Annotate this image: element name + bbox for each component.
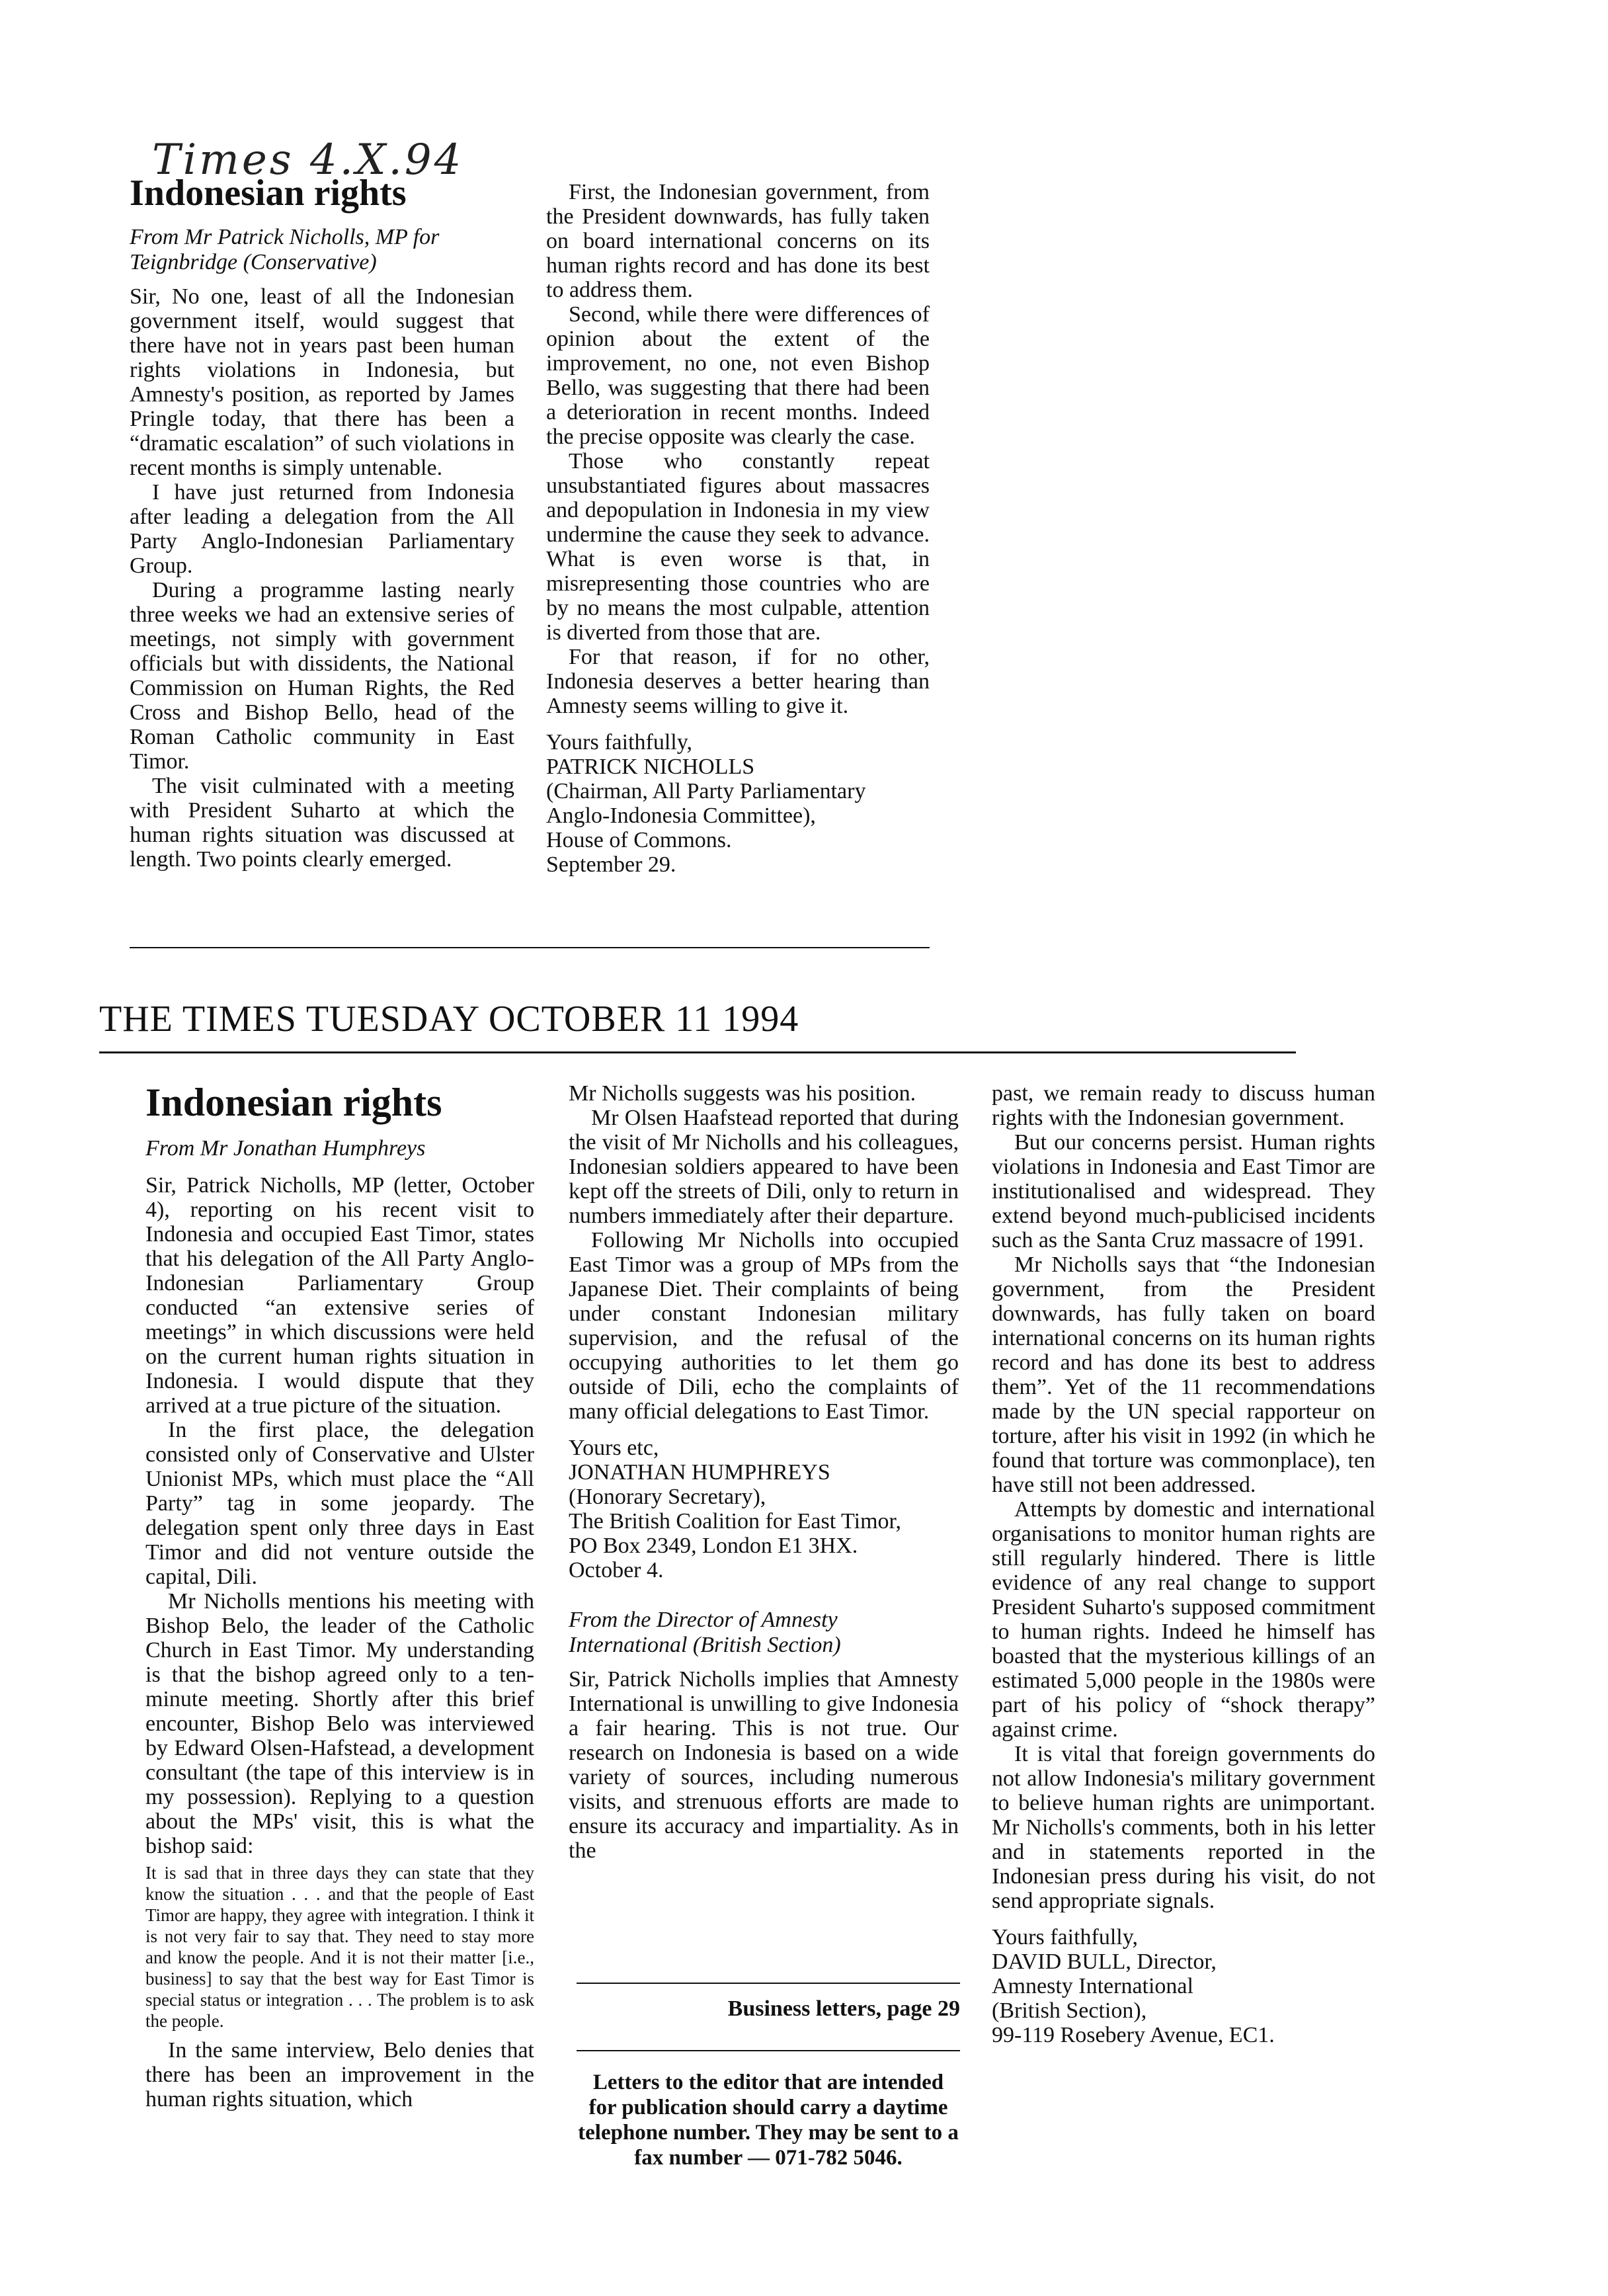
letter3-byline: From the Director of Amnesty International (British Section)	[569, 1608, 841, 1657]
letter1-paragraph: Sir, No one, least of all the Indonesian government itself, would suggest that there have not in years past been human rights violations in Indonesia, but Amnesty's position, as reported by James Pringle today, that there has been a “dramatic escalation” of such violations in recent months is simply untenable.	[130, 284, 514, 480]
letter2-paragraph: Sir, Patrick Nicholls, MP (letter, October 4), reporting on his recent visit to Indonesia and occupied East Timor, states that his delegation of the All Party Anglo-Indonesian Parliamentary Group conducted “an extensive series of meetings” in which discussions were held on the current human rights situation in Indonesia. I would dispute that they arrived at a true picture of the situation.	[145, 1173, 534, 1418]
letter2-paragraph: Following Mr Nicholls into occupied East Timor was a group of MPs from the Japanese Diet. Their complaints of being under constant Indonesian military supervision, and the refusal of the occupying authorities to let them go outside of Dili, echo the complaints of many official delegations to East Timor.	[569, 1228, 959, 1424]
letter1-column-1	[130, 225, 514, 872]
letter3-paragraph: Attempts by domestic and international organisations to monitor human rights are still regularly hindered. There is little evidence of any real change to support President Suharto's supposed commitment to human rights. Indeed he himself has boasted that the mysterious killings of an estimated 5,000 people in the 1980s were part of his policy of “shock therapy” against crime.	[992, 1497, 1375, 1742]
letter1-paragraph: Second, while there were differences of opinion about the extent of the improvement, no one, not even Bishop Bello, was suggesting that there had been a deterioration in recent months. Indeed the precise opposite was clearly the case.	[546, 302, 930, 449]
bishop-quote	[145, 1862, 534, 2031]
letter2-paragraph: Mr Olsen Haafstead reported that during the visit of Mr Nicholls and his colleagues, Indonesian soldiers appeared to have been kept off the streets of Dili, only to return in numbers immediately after their departure.	[569, 1106, 959, 1228]
letter1-paragraph: During a programme lasting nearly three weeks we had an extensive series of meetings, not simply with government officials but with dissidents, the National Commission on Human Rights, the Red Cross and Bishop Bello, head of the Roman Catholic community in East Timor.	[130, 578, 514, 774]
letter1-column-2	[546, 180, 930, 877]
letter2-paragraph: Mr Nicholls mentions his meeting with Bishop Belo, the leader of the Catholic Church in East Timor. My understanding is that the bishop agreed only to a ten-minute meeting. Shortly after this brief encounter, Bishop Belo was interviewed by Edward Olsen-Hafstead, a development consultant (the tape of this interview is in my possession). Replying to a question about the MPs' visit, this is what the bishop said:	[145, 1589, 534, 1858]
letter3-signoff-line: Yours faithfully,	[992, 1925, 1139, 1949]
letter2-signoff-line: (Honorary Secretary),	[569, 1485, 766, 1509]
letter1-paragraph: First, the Indonesian government, from the President downwards, has fully taken on board international concerns on its human rights record and has done its best to address them.	[546, 180, 930, 302]
letter1-signoff-date: September 29.	[546, 852, 676, 877]
letter2-column-1	[145, 1136, 534, 2112]
letter1-signoff-line: Yours faithfully,	[546, 730, 693, 755]
business-letters-link[interactable]: Business letters, page 29	[727, 1996, 960, 2021]
letter2-byline: From Mr Jonathan Humphreys	[145, 1136, 426, 1161]
letter1-signoff-line: House of Commons.	[546, 828, 732, 852]
letter1-signoff-line: Anglo-Indonesia Committee),	[546, 803, 816, 828]
letter3-signoff-line: Amnesty International	[992, 1974, 1193, 1998]
letter3-column-3	[992, 1081, 1375, 2047]
letter3-signoff-line: (British Section),	[992, 1998, 1147, 2023]
letter3-paragraph: It is vital that foreign governments do not allow Indonesia's military government to believe human rights are unimportant. Mr Nicholls's comments, both in his letter and in statements reported in the Indonesian press during his visit, do not send appropriate signals.	[992, 1742, 1375, 1913]
business-letters-bottom-rule	[577, 2050, 960, 2051]
letter1-paragraph: I have just returned from Indonesia after leading a delegation from the All Party Anglo-Indonesian Parliamentary Group.	[130, 480, 514, 578]
letter2-signoff-line: Yours etc,	[569, 1436, 659, 1460]
section-divider	[130, 947, 930, 948]
bishop-quote-text: It is sad that in three days they can state that they know the situation . . . and that the people of East Timor are happy, they agree with integration. I think it is not very fair to say that. They need to stay more and know the people. And it is not their matter [i.e., business] to say that the best way for East Timor is special status or integration . . . The problem is to ask the people.	[145, 1863, 534, 2031]
letter2-signoff-date: October 4.	[569, 1558, 664, 1582]
business-letters-top-rule	[577, 1983, 960, 1984]
letter3-paragraph: Sir, Patrick Nicholls implies that Amnesty International is unwilling to give Indonesia a fair hearing. This is not true. Our research on Indonesia is based on a wide variety of sources, including numerous visits, and strenuous efforts are made to ensure its accuracy and impartiality. As in the	[569, 1667, 959, 1863]
letter1-signoff-line: (Chairman, All Party Parliamentary	[546, 779, 866, 803]
letter1-paragraph: For that reason, if for no other, Indonesia deserves a better hearing than Amnesty seems willing to give it.	[546, 645, 930, 718]
letter2-paragraph: In the first place, the delegation consisted only of Conservative and Ulster Unionist MPs, which must place the “All Party” tag in some jeopardy. The delegation spent only three days in East Timor and did not venture outside the capital, Dili.	[145, 1418, 534, 1589]
letter3-paragraph: past, we remain ready to discuss human rights with the Indonesian government.	[992, 1081, 1375, 1130]
newspaper-masthead: THE TIMES TUESDAY OCTOBER 11 1994	[99, 999, 799, 1040]
letter2-signoff-line: The British Coalition for East Timor,	[569, 1509, 901, 1534]
letter1-paragraph: Those who constantly repeat unsubstantiated figures about massacres and depopulation in Indonesia in my view undermine the cause they seek to advance. What is even worse is that, in misrepresenting those countries who are by no means the most culpable, attention is diverted from those that are.	[546, 449, 930, 645]
letter2-headline: Indonesian rights	[145, 1081, 442, 1124]
letter1-paragraph: The visit culminated with a meeting with President Suharto at which the human rights situation was discussed at length. Two points clearly emerged.	[130, 774, 514, 872]
letter1-headline: Indonesian rights	[130, 173, 407, 214]
editor-notice: Letters to the editor that are intended for publication should carry a daytime telephone number. They may be sent to a fax number — 071-782 5046.	[578, 2070, 959, 2170]
letter2-signoff-name: JONATHAN HUMPHREYS	[569, 1460, 830, 1485]
letter3-paragraph: Mr Nicholls says that “the Indonesian government, from the President downwards, has fully taken on board international concerns on its human rights record and has done its best to address them”. Yet of the 11 recommendations made by the UN special rapporteur on torture, after his visit in 1992 (in which he found that torture was commonplace), ten have still not been addressed.	[992, 1252, 1375, 1497]
letter2-signoff-line: PO Box 2349, London E1 3HX.	[569, 1534, 858, 1558]
masthead-rule	[99, 1051, 1296, 1053]
letter3-signoff-name: DAVID BULL, Director,	[992, 1949, 1217, 1974]
handwritten-date-note: Times 4.X.94	[152, 136, 464, 184]
letter3-paragraph: But our concerns persist. Human rights violations in Indonesia and East Timor are institutionalised and widespread. They extend beyond much-publicised incidents such as the Santa Cruz massacre of 1991.	[992, 1130, 1375, 1252]
letter2-paragraph: In the same interview, Belo denies that there has been an improvement in the human rights situation, which	[145, 2038, 534, 2112]
letter1-signoff-name: PATRICK NICHOLLS	[546, 755, 755, 779]
letter3-signoff-address: 99-119 Rosebery Avenue, EC1.	[992, 2023, 1275, 2047]
letter2-paragraph: Mr Nicholls suggests was his position.	[569, 1081, 916, 1106]
letter2-column-2	[569, 1081, 959, 1863]
letter1-byline: From Mr Patrick Nicholls, MP for Teignbridge (Conservative)	[130, 225, 440, 274]
